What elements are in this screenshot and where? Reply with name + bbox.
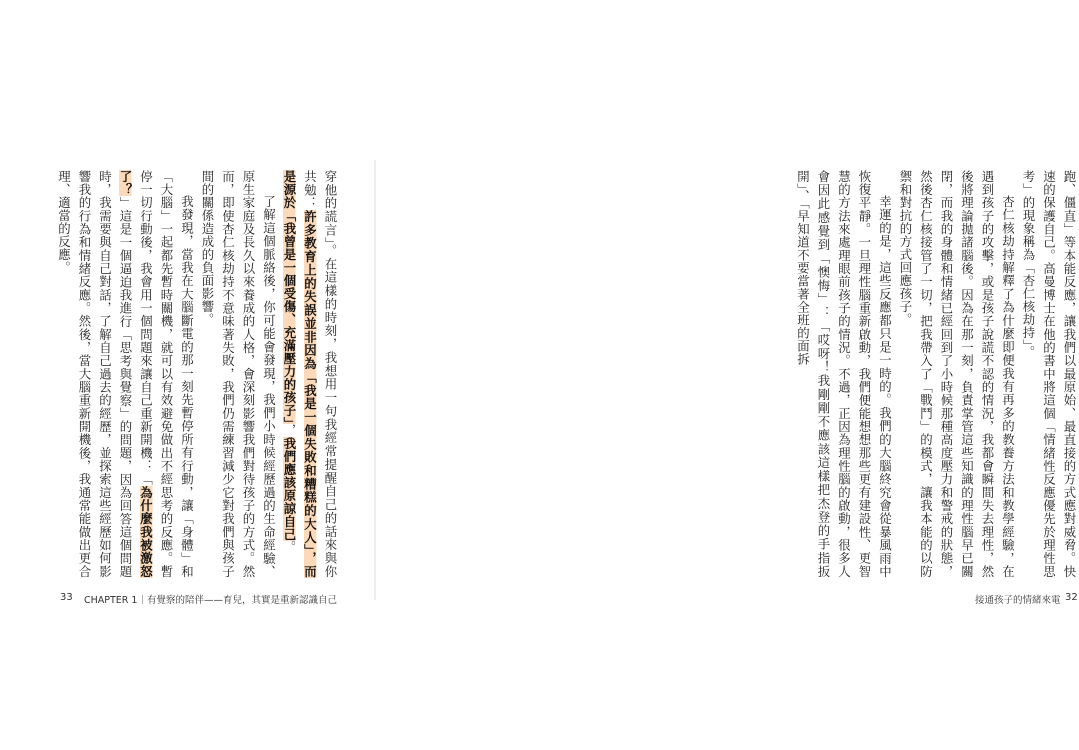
right-page — [375, 0, 1078, 750]
body-text: 跑、僵直」等本能反應，讓我們以最原始、最直接的方式應對威脅。快速的保護自己。高曼博士在他的書中將這個「情緒性反應優先於理性思考」的現象稱為「杏仁核劫持」。 — [1021, 170, 1077, 578]
paragraph — [53, 170, 197, 578]
right-running-head: 接通孩子的情緒來電 — [975, 595, 1061, 606]
paragraph — [1018, 170, 1079, 578]
paragraph — [197, 170, 279, 578]
left-page-body — [56, 170, 340, 579]
body-text: 幸運的是，這些反應都只是一時的。我們的大腦終究會從暴風雨中恢復平靜。一旦理性腦重新啟動，我們便能想想那些更有建設性、更智慧的方法來處理眼前孩子的情況。不過，正因為理性腦的啟動，很多人會因此感覺到「懊悔」：「哎呀！我剛剛不應該這樣把杰登的手指扳開」、「早知道不要當著全班的面拆 — [795, 170, 893, 578]
body-text: 。 — [282, 540, 297, 554]
right-page-number: 32 — [1065, 592, 1078, 603]
left-page-number: 33 — [60, 592, 73, 603]
highlighted-text: 許多教育上的失誤並非因為「我是一個失敗和糟糕的大人」，而是源於「我曾是一個受傷、充滿壓力的孩子」 — [282, 170, 318, 578]
left-running-head: CHAPTER 1｜有覺察的陪伴——育兒，其實是重新認識自己 — [84, 595, 337, 606]
highlighted-text: 我們應該原諒自己 — [282, 436, 297, 541]
body-text: 穿他的謊言」。在這樣的時刻，我想用一句我經常提醒自己的話來與你共勉： — [302, 170, 338, 578]
body-text: 杏仁核劫持解釋了為什麼即便我有再多的教養方法和教學經驗，在遇到孩子的攻擊，或是孩子說謊不認的情況，我都會瞬間失去理性，然後將理論拋諸腦後。因為在那一刻，負責掌管這些知識的理性腦早已關閉，而我的身體和情緒已經回到了小時候那種高度壓力和警戒的狀態，然後杏仁核接管了一切，把我帶入了「戰鬥」的模式，讓我本能的以防禦和對抗的方式回應孩子。 — [898, 170, 1016, 578]
left-page — [0, 0, 375, 750]
paragraph — [279, 170, 341, 578]
body-text: 我發現，當我在大腦斷電的那一刻先暫停所有行動，讓「身體」和「大腦」一起都先暫時關機，就可以有效避免做出不經思考的反應。暫停一切行動後，我會用一個問題來讓自己重新開機：「 — [138, 170, 195, 578]
right-page-body — [795, 170, 1079, 578]
paragraph — [792, 170, 895, 578]
highlighted-text: 為什麼我被激怒了？ — [118, 170, 154, 579]
body-text: ， — [282, 423, 297, 437]
body-text: 」這是一個逼迫我進行「思考與覺察」的問題，因為回答這個問題時，我需要與自己對話，了解自己過去的經歷，並探索這些經歷如何影響我的行為和情緒反應。然後，當大腦重新開機後，我通常能做出更合理、適當的反應。 — [56, 170, 133, 579]
body-text: 了解這個脈絡後，你可能會發現，我們小時候經歷過的生命經驗、原生家庭及長久以來養成的人格，會深刻影響我們對待孩子的方式。然而，即使杏仁核劫持不意味著失敗，我們仍需練習減少它對我們與孩子間的關係造成的負面影響。 — [200, 170, 277, 578]
paragraph — [895, 170, 1018, 578]
